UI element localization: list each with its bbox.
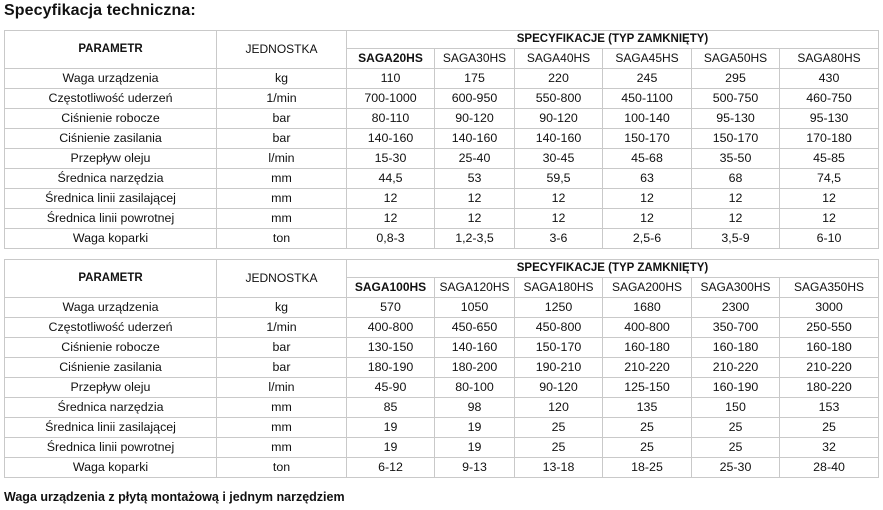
param-value: 1050: [435, 298, 515, 318]
table-row: [5, 438, 879, 458]
param-unit: mm: [217, 418, 347, 438]
param-name: Częstotliwość uderzeń: [5, 89, 217, 109]
table-row: [5, 109, 879, 129]
param-value: 110: [347, 69, 435, 89]
header-parameter: PARAMETR: [5, 260, 217, 298]
param-value: 25: [603, 438, 692, 458]
param-value: 90-120: [515, 109, 603, 129]
model-header: SAGA100HS: [347, 278, 435, 298]
param-value: 210-220: [692, 358, 780, 378]
param-value: 32: [780, 438, 879, 458]
param-value: 95-130: [780, 109, 879, 129]
param-name: Średnica linii zasilającej: [5, 418, 217, 438]
param-value: 190-210: [515, 358, 603, 378]
table-row: [5, 398, 879, 418]
param-value: 30-45: [515, 149, 603, 169]
param-value: 13-18: [515, 458, 603, 478]
param-unit: 1/min: [217, 318, 347, 338]
model-header: SAGA350HS: [780, 278, 879, 298]
param-value: 18-25: [603, 458, 692, 478]
param-value: 140-160: [347, 129, 435, 149]
param-name: Waga koparki: [5, 229, 217, 249]
param-value: 175: [435, 69, 515, 89]
param-value: 12: [692, 209, 780, 229]
param-value: 350-700: [692, 318, 780, 338]
param-value: 160-180: [692, 338, 780, 358]
param-value: 80-100: [435, 378, 515, 398]
header-parameter: PARAMETR: [5, 31, 217, 69]
param-value: 45-85: [780, 149, 879, 169]
param-value: 150-170: [692, 129, 780, 149]
model-header: SAGA300HS: [692, 278, 780, 298]
param-value: 63: [603, 169, 692, 189]
param-unit: mm: [217, 209, 347, 229]
param-value: 25: [692, 418, 780, 438]
param-value: 430: [780, 69, 879, 89]
table-row: [5, 129, 879, 149]
param-value: 160-180: [603, 338, 692, 358]
model-header: SAGA20HS: [347, 49, 435, 69]
param-value: 19: [347, 438, 435, 458]
param-value: 12: [347, 209, 435, 229]
model-header: SAGA180HS: [515, 278, 603, 298]
param-value: 1250: [515, 298, 603, 318]
param-value: 2300: [692, 298, 780, 318]
table-row: [5, 209, 879, 229]
param-value: 59,5: [515, 169, 603, 189]
table-row: [5, 358, 879, 378]
param-unit: mm: [217, 189, 347, 209]
param-value: 150: [692, 398, 780, 418]
param-value: 550-800: [515, 89, 603, 109]
param-value: 25-30: [692, 458, 780, 478]
param-value: 35-50: [692, 149, 780, 169]
param-value: 6-12: [347, 458, 435, 478]
param-value: 80-110: [347, 109, 435, 129]
param-value: 45-68: [603, 149, 692, 169]
param-name: Częstotliwość uderzeń: [5, 318, 217, 338]
header-row: [5, 260, 879, 278]
param-value: 19: [435, 418, 515, 438]
param-value: 12: [603, 189, 692, 209]
param-value: 0,8-3: [347, 229, 435, 249]
param-name: Waga urządzenia: [5, 298, 217, 318]
table-row: [5, 298, 879, 318]
param-name: Ciśnienie zasilania: [5, 358, 217, 378]
param-value: 180-200: [435, 358, 515, 378]
param-name: Ciśnienie robocze: [5, 109, 217, 129]
param-value: 44,5: [347, 169, 435, 189]
param-value: 295: [692, 69, 780, 89]
param-value: 130-150: [347, 338, 435, 358]
table-row: [5, 169, 879, 189]
param-value: 120: [515, 398, 603, 418]
param-value: 245: [603, 69, 692, 89]
param-value: 140-160: [435, 129, 515, 149]
model-header: SAGA200HS: [603, 278, 692, 298]
param-value: 25: [780, 418, 879, 438]
param-name: Waga koparki: [5, 458, 217, 478]
param-value: 25: [692, 438, 780, 458]
table-row: [5, 318, 879, 338]
param-name: Średnica linii powrotnej: [5, 438, 217, 458]
param-value: 25: [515, 438, 603, 458]
table-row: [5, 89, 879, 109]
param-value: 140-160: [515, 129, 603, 149]
param-name: Przepływ oleju: [5, 378, 217, 398]
param-value: 53: [435, 169, 515, 189]
param-value: 450-800: [515, 318, 603, 338]
param-value: 74,5: [780, 169, 879, 189]
param-unit: 1/min: [217, 89, 347, 109]
header-specifications: SPECYFIKACJE (TYP ZAMKNIĘTY): [347, 31, 879, 49]
param-unit: mm: [217, 438, 347, 458]
param-value: 160-180: [780, 338, 879, 358]
param-value: 180-220: [780, 378, 879, 398]
table-row: [5, 418, 879, 438]
table-row: [5, 149, 879, 169]
param-name: Średnica linii zasilającej: [5, 189, 217, 209]
param-value: 160-190: [692, 378, 780, 398]
param-value: 700-1000: [347, 89, 435, 109]
table-row: [5, 229, 879, 249]
table-row: [5, 378, 879, 398]
param-value: 153: [780, 398, 879, 418]
model-header: SAGA80HS: [780, 49, 879, 69]
model-header: SAGA30HS: [435, 49, 515, 69]
param-unit: mm: [217, 169, 347, 189]
param-value: 210-220: [780, 358, 879, 378]
param-value: 150-170: [603, 129, 692, 149]
param-unit: l/min: [217, 378, 347, 398]
param-name: Waga urządzenia: [5, 69, 217, 89]
param-value: 100-140: [603, 109, 692, 129]
param-value: 25: [515, 418, 603, 438]
spec-table-1: [4, 30, 879, 249]
header-unit: JEDNOSTKA: [217, 260, 347, 298]
param-value: 250-550: [780, 318, 879, 338]
param-value: 98: [435, 398, 515, 418]
param-name: Średnica narzędzia: [5, 169, 217, 189]
param-value: 140-160: [435, 338, 515, 358]
param-value: 45-90: [347, 378, 435, 398]
param-value: 12: [780, 189, 879, 209]
model-header: SAGA45HS: [603, 49, 692, 69]
param-name: Ciśnienie zasilania: [5, 129, 217, 149]
table-row: [5, 338, 879, 358]
param-unit: ton: [217, 458, 347, 478]
table-row: [5, 189, 879, 209]
param-value: 180-190: [347, 358, 435, 378]
param-value: 450-1100: [603, 89, 692, 109]
param-value: 68: [692, 169, 780, 189]
param-value: 12: [435, 189, 515, 209]
param-value: 450-650: [435, 318, 515, 338]
model-header: SAGA120HS: [435, 278, 515, 298]
param-value: 150-170: [515, 338, 603, 358]
param-value: 6-10: [780, 229, 879, 249]
model-header: SAGA40HS: [515, 49, 603, 69]
param-unit: kg: [217, 69, 347, 89]
param-value: 12: [515, 189, 603, 209]
spec-table-2: [4, 259, 879, 478]
param-value: 1680: [603, 298, 692, 318]
param-name: Średnica narzędzia: [5, 398, 217, 418]
param-value: 12: [515, 209, 603, 229]
header-row: [5, 31, 879, 49]
table-row: [5, 458, 879, 478]
param-value: 12: [692, 189, 780, 209]
param-value: 28-40: [780, 458, 879, 478]
param-value: 95-130: [692, 109, 780, 129]
param-value: 9-13: [435, 458, 515, 478]
param-value: 135: [603, 398, 692, 418]
param-value: 12: [780, 209, 879, 229]
param-value: 85: [347, 398, 435, 418]
param-value: 500-750: [692, 89, 780, 109]
param-value: 400-800: [603, 318, 692, 338]
param-unit: bar: [217, 358, 347, 378]
header-specifications: SPECYFIKACJE (TYP ZAMKNIĘTY): [347, 260, 879, 278]
param-unit: ton: [217, 229, 347, 249]
page-title: Specyfikacja techniczna:: [4, 2, 196, 19]
param-value: 400-800: [347, 318, 435, 338]
param-value: 12: [347, 189, 435, 209]
table-row: [5, 69, 879, 89]
param-value: 90-120: [435, 109, 515, 129]
param-value: 3-6: [515, 229, 603, 249]
param-name: Średnica linii powrotnej: [5, 209, 217, 229]
param-unit: bar: [217, 338, 347, 358]
param-value: 210-220: [603, 358, 692, 378]
param-value: 570: [347, 298, 435, 318]
param-value: 125-150: [603, 378, 692, 398]
spec-table-body: [5, 31, 879, 249]
param-value: 12: [603, 209, 692, 229]
param-value: 19: [435, 438, 515, 458]
param-value: 15-30: [347, 149, 435, 169]
param-name: Przepływ oleju: [5, 149, 217, 169]
param-unit: l/min: [217, 149, 347, 169]
param-value: 2,5-6: [603, 229, 692, 249]
param-value: 12: [435, 209, 515, 229]
param-unit: mm: [217, 398, 347, 418]
model-header: SAGA50HS: [692, 49, 780, 69]
param-value: 25: [603, 418, 692, 438]
param-name: Ciśnienie robocze: [5, 338, 217, 358]
param-unit: kg: [217, 298, 347, 318]
footnote: Waga urządzenia z płytą montażową i jednym narzędziem: [4, 490, 345, 504]
param-value: 3000: [780, 298, 879, 318]
param-value: 25-40: [435, 149, 515, 169]
param-value: 460-750: [780, 89, 879, 109]
param-value: 90-120: [515, 378, 603, 398]
param-value: 19: [347, 418, 435, 438]
param-value: 1,2-3,5: [435, 229, 515, 249]
param-value: 3,5-9: [692, 229, 780, 249]
param-unit: bar: [217, 109, 347, 129]
header-unit: JEDNOSTKA: [217, 31, 347, 69]
spec-table-body: [5, 260, 879, 478]
param-unit: bar: [217, 129, 347, 149]
param-value: 220: [515, 69, 603, 89]
param-value: 170-180: [780, 129, 879, 149]
param-value: 600-950: [435, 89, 515, 109]
